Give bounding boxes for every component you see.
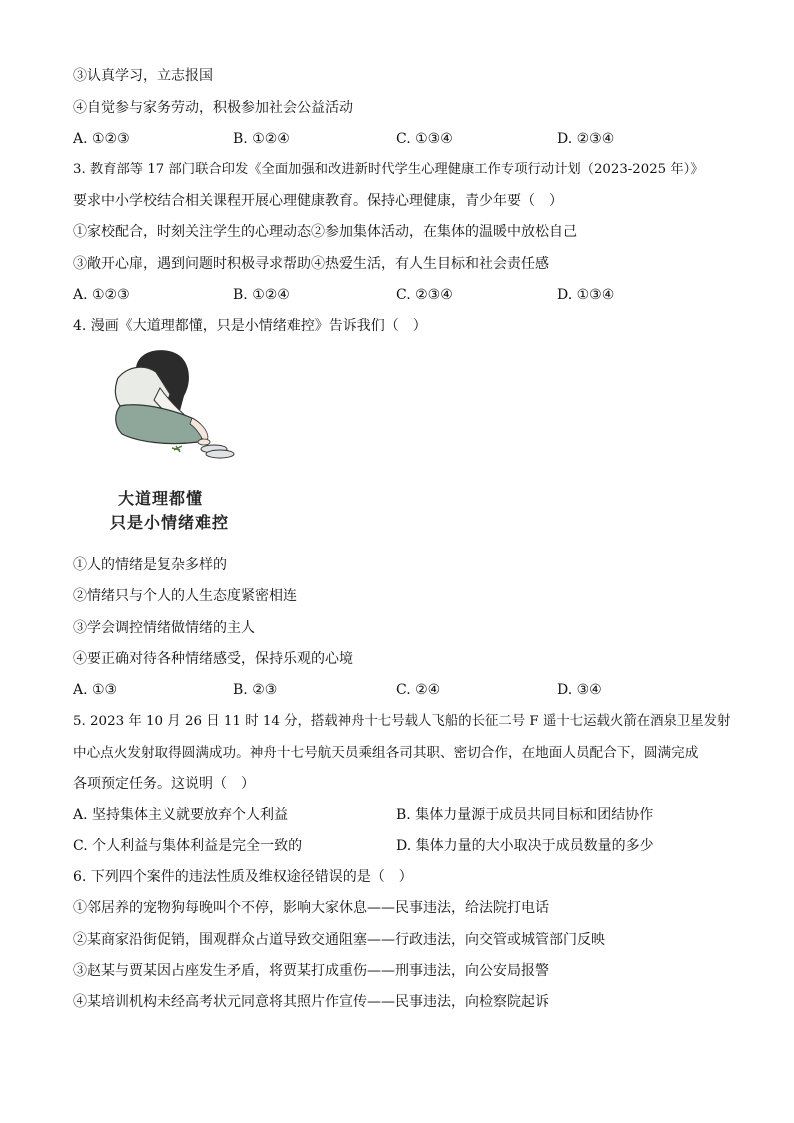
q4-option-c: C. ②④ [396, 682, 441, 698]
q5-stem-line2: 中心点火发射取得圆满成功。神舟十七号航天员乘组各司其职、密切合作，在地面人员配合下，圆满完成 [73, 745, 699, 761]
q4-item-1: ①人的情绪是复杂多样的 [73, 557, 227, 573]
q5-option-d: D. 集体力量的大小取决于成员数量的多少 [396, 838, 654, 854]
q5-stem-line3: 各项预定任务。这说明（ ） [73, 776, 255, 792]
q3-item-1: ①家校配合，时刻关注学生的心理动态②参加集体活动，在集体的温暖中放松自己 [73, 224, 577, 240]
q4-option-a: A. ①③ [73, 682, 118, 698]
q5-option-b: B. 集体力量源于成员共同目标和团结协作 [396, 807, 654, 823]
q3-option-d: D. ①③④ [557, 287, 615, 303]
comic-caption-line2: 只是小情绪难控 [110, 513, 230, 532]
q5-option-c: C. 个人利益与集体利益是完全一致的 [73, 838, 303, 854]
q3-option-b: B. ①②④ [233, 287, 290, 303]
top-option-b: B. ①②④ [233, 131, 290, 147]
q6-item-2: ②某商家沿街促销，围观群众占道导致交通阻塞——行政违法，向交管或城管部门反映 [73, 932, 605, 948]
q6-stem: 6. 下列四个案件的违法性质及维权途径错误的是（ ） [73, 869, 413, 885]
q3-stem-line2: 要求中小学校结合相关课程开展心理健康教育。保持心理健康，青少年要（ ） [73, 193, 563, 209]
q6-item-4: ④某培训机构未经高考状元同意将其照片作宣传——民事违法，向检察院起诉 [73, 994, 549, 1010]
q6-item-1: ①邻居养的宠物狗每晚叫个不停，影响大家休息——民事违法，给法院打电话 [73, 900, 549, 916]
item-3-top: ③认真学习，立志报国 [73, 68, 213, 84]
top-option-d: D. ②③④ [557, 131, 615, 147]
q3-item-2: ③敞开心扉，遇到问题时积极寻求帮助④热爱生活，有人生目标和社会责任感 [73, 256, 549, 272]
item-4-top: ④自觉参与家务劳动，积极参加社会公益活动 [73, 100, 353, 116]
q3-stem-line1: 3. 教育部等 17 部门联合印发《全面加强和改进新时代学生心理健康工作专项行动计划（2023-2025 年）》 [73, 162, 704, 177]
q5-stem-line1: 5. 2023 年 10 月 26 日 11 时 14 分，搭载神舟十七号载人飞船的长征二号 F 遥十七运载火箭在酒泉卫星发射 [73, 714, 731, 729]
q4-item-3: ③学会调控情绪做情绪的主人 [73, 620, 255, 636]
q4-option-d: D. ③④ [557, 682, 602, 698]
sad-girl-illustration [108, 338, 248, 468]
q4-option-b: B. ②③ [233, 682, 278, 698]
q4-item-4: ④要正确对待各种情绪感受，保持乐观的心境 [73, 651, 353, 667]
q6-item-3: ③赵某与贾某因占座发生矛盾，将贾某打成重伤——刑事违法，向公安局报警 [73, 963, 549, 979]
comic-figure [108, 338, 248, 538]
q4-stem: 4. 漫画《大道理都懂，只是小情绪难控》告诉我们（ ） [73, 318, 427, 334]
comic-caption-line1: 大道理都懂 [118, 489, 204, 508]
q4-item-2: ②情绪只与个人的人生态度紧密相连 [73, 588, 297, 604]
q3-option-a: A. ①②③ [73, 287, 130, 303]
q5-option-a: A. 坚持集体主义就要放弃个人利益 [73, 807, 289, 823]
top-option-c: C. ①③④ [396, 131, 453, 147]
q3-option-c: C. ②③④ [396, 287, 453, 303]
top-option-a: A. ①②③ [73, 131, 130, 147]
